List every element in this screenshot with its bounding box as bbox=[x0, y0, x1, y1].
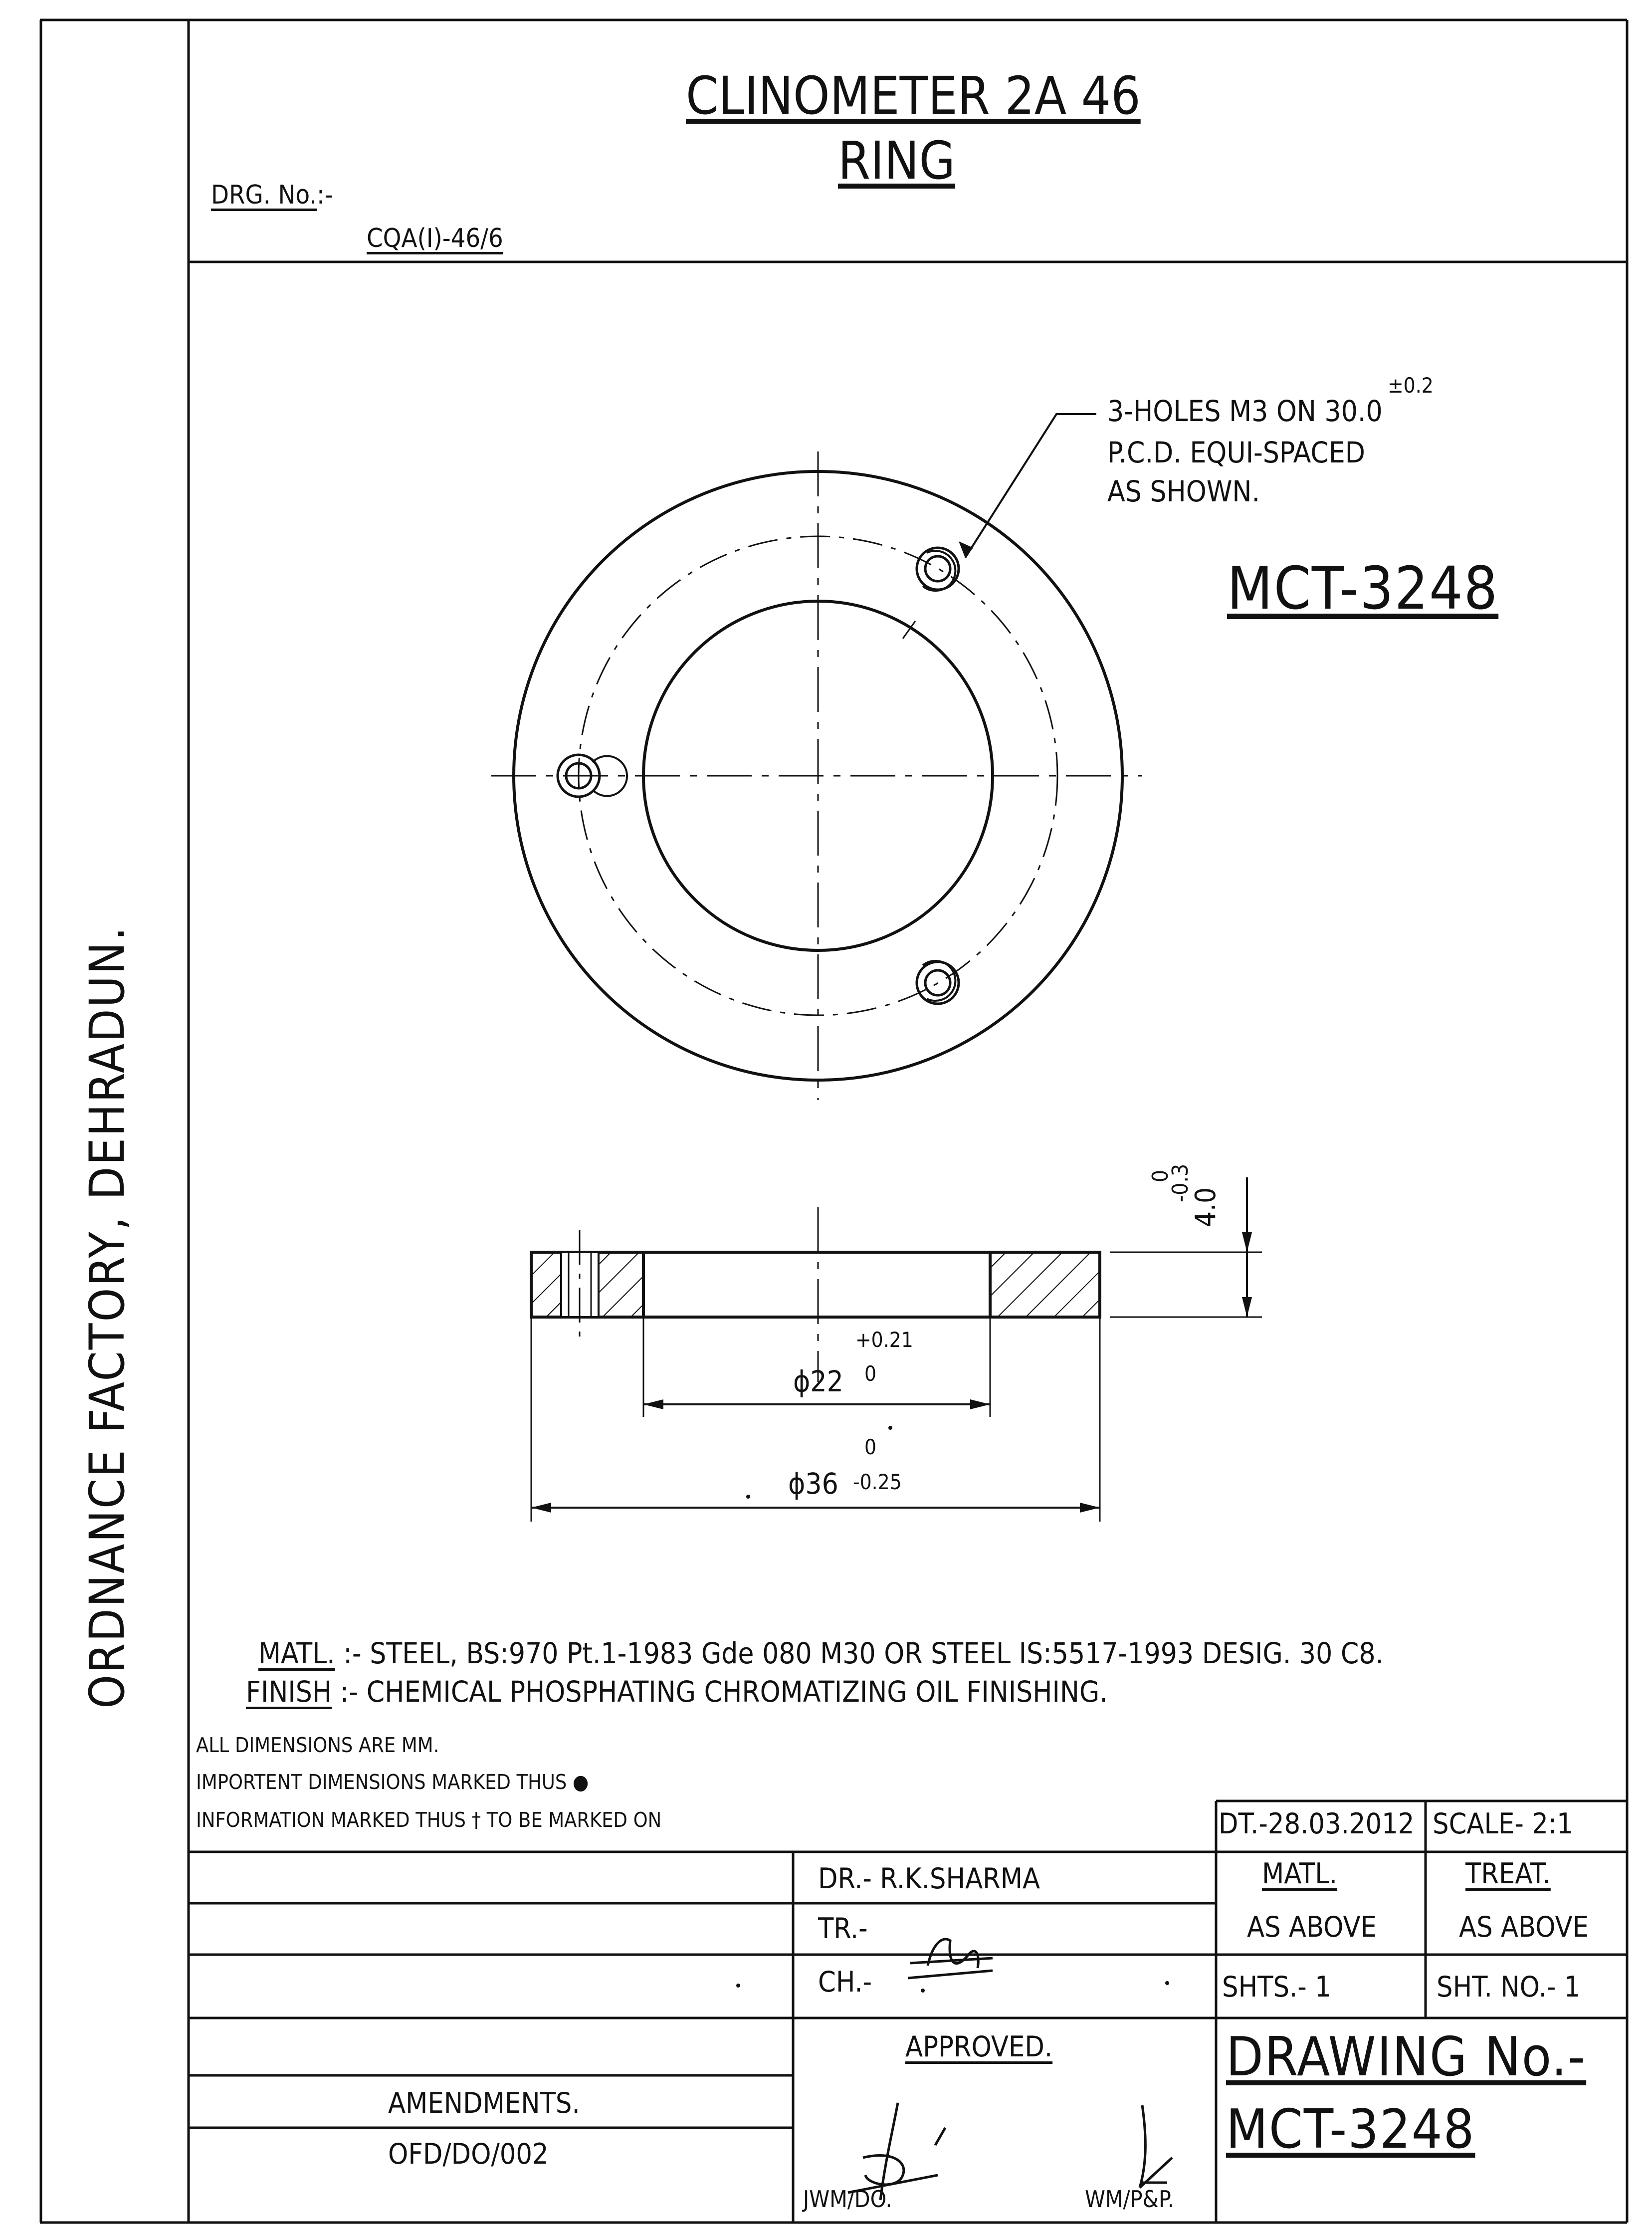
tb-sheets: SHTS.- 1 bbox=[1222, 1971, 1331, 2004]
tb-amendments: AMENDMENTS. bbox=[388, 2087, 580, 2120]
scan-specks bbox=[736, 1426, 1169, 1993]
tb-drawing-no-label: DRAWING No.- bbox=[1226, 2026, 1587, 2088]
hole-top-right bbox=[917, 548, 959, 591]
tb-jwm: JWM/DO. bbox=[803, 2186, 892, 2213]
section-hatch-right bbox=[990, 1252, 1100, 1317]
tb-date: DT.-28.03.2012 bbox=[1219, 1807, 1415, 1840]
tb-matl-value: AS ABOVE bbox=[1247, 1911, 1377, 1944]
tb-form-number: OFD/DO/002 bbox=[388, 2138, 549, 2171]
dim-inner-diameter: ϕ22 bbox=[793, 1364, 843, 1398]
tb-scale: SCALE- 2:1 bbox=[1433, 1807, 1573, 1840]
callout-tolerance: ±0.2 bbox=[1388, 373, 1434, 398]
tb-approved: APPROVED. bbox=[905, 2030, 1053, 2063]
note-general-3: INFORMATION MARKED THUS † TO BE MARKED ON bbox=[196, 1808, 662, 1832]
note-general-2: IMPORTENT DIMENSIONS MARKED THUS ● bbox=[196, 1770, 589, 1794]
dim-inner-tol-lower: 0 bbox=[864, 1361, 877, 1386]
tb-drawing-no-value: MCT-3248 bbox=[1226, 2098, 1475, 2161]
callout-line1: 3-HOLES M3 ON 30.0 bbox=[1107, 394, 1383, 428]
hole-bottom-right bbox=[917, 961, 959, 1004]
tb-treat-value: AS ABOVE bbox=[1459, 1911, 1589, 1944]
tb-wm: WM/P&P. bbox=[1085, 2186, 1174, 2213]
tb-sheet-no: SHT. NO.- 1 bbox=[1437, 1971, 1581, 2004]
part-number: MCT-3248 bbox=[1227, 554, 1499, 623]
plan-view bbox=[491, 414, 1142, 1100]
tb-checked-by: CH.- bbox=[818, 1966, 872, 1999]
drawing-subtitle: RING bbox=[838, 130, 956, 191]
tb-drawn-by: DR.- R.K.SHARMA bbox=[818, 1862, 1040, 1895]
tb-matl-head: MATL. bbox=[1262, 1857, 1338, 1890]
tb-treat-head: TREAT. bbox=[1465, 1857, 1551, 1890]
factory-name-vertical: ORDNANCE FACTORY, DEHRADUN. bbox=[79, 925, 135, 1709]
signature-wm bbox=[1140, 2105, 1172, 2188]
note-general-1: ALL DIMENSIONS ARE MM. bbox=[196, 1733, 439, 1757]
note-finish: FINISH :- CHEMICAL PHOSPHATING CHROMATIZING OIL FINISHING. bbox=[246, 1675, 1108, 1709]
callout-line3: AS SHOWN. bbox=[1107, 474, 1260, 508]
drawing-title: CLINOMETER 2A 46 bbox=[686, 65, 1141, 126]
dim-outer-diameter: ϕ36 bbox=[788, 1467, 838, 1501]
dim-thickness-tol-upper: 0 bbox=[1148, 1169, 1173, 1182]
drg-no-label: DRG. No.:- bbox=[211, 180, 333, 210]
dim-inner-tol-upper: +0.21 bbox=[855, 1328, 913, 1352]
dim-thickness: 4.0 bbox=[1190, 1187, 1222, 1227]
signature-ch bbox=[908, 1939, 993, 1978]
note-material: MATL. :- STEEL, BS:970 Pt.1-1983 Gde 080 M30 OR STEEL IS:5517-1993 DESIG. 30 C8. bbox=[258, 1636, 1384, 1670]
drg-no-value: CQA(I)-46/6 bbox=[367, 223, 503, 253]
dim-thickness-tol-lower: -0.3 bbox=[1168, 1163, 1193, 1202]
dim-outer-tol-upper: 0 bbox=[864, 1435, 877, 1459]
callout-line2: P.C.D. EQUI-SPACED bbox=[1107, 436, 1365, 469]
dim-outer-tol-lower: -0.25 bbox=[853, 1470, 902, 1494]
tb-traced-by: TR.- bbox=[818, 1912, 868, 1945]
callout-leader bbox=[965, 414, 1096, 558]
